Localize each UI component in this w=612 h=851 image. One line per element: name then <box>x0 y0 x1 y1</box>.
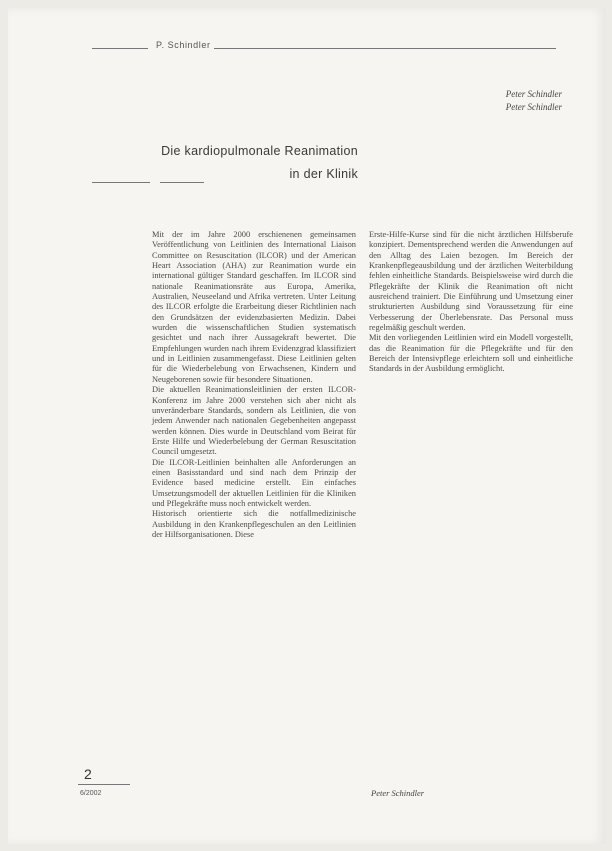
header-rule-right <box>214 48 556 49</box>
author-name: Peter Schindler <box>505 89 562 99</box>
title-line-2: in der Klinik <box>289 167 358 181</box>
page-number: 2 <box>84 766 92 782</box>
paragraph: Erste-Hilfe-Kurse sind für die nicht ärztlichen Hilfsberufe konzipiert. Dementsprechend werden die Anwendungen auf den Alltag des Laien bezogen. Im Bereich der Krankenpflegeausbildung und der ärztlichen Weiterbildung fehlen einheitliche Standards. Beispielsweise wird durch die Pflegekräfte der Klinik die Reanimation oft nicht ausreichend trainiert. Die Einführung und Umsetzung einer strukturierten Ausbildung sind Voraussetzung für eine Verbesserung der Überlebensrate. Das Personal muss regelmäßig geschult werden. <box>369 230 573 333</box>
text-column-right <box>369 230 573 375</box>
article-title <box>90 140 358 186</box>
paragraph: Die ILCOR-Leitlinien beinhalten alle Anforderungen an einen Basisstandard und sind nach dem Prinzip der Evidence based medicine erstellt. Ein einfaches Umsetzungsmodell der aktuellen Leitlinien für die Kliniken und Pflegekräfte muss noch entwickelt werden. <box>152 457 356 508</box>
paragraph: Mit den vorliegenden Leitlinien wird ein Modell vorgestellt, das die Reanimation für die Pflegekräfte und für den Bereich der Intensivpflege erleichtern soll und einheitliche Standards in der Ausbildung ermöglicht. <box>369 333 573 374</box>
title-line-1: Die kardiopulmonale Reanimation <box>161 144 358 158</box>
footer-author: Peter Schindler <box>371 788 425 798</box>
author-name: Peter Schindler <box>505 102 562 112</box>
issue-number: 6/2002 <box>80 790 102 797</box>
running-header: P. Schindler <box>156 40 211 50</box>
text-column-left <box>152 230 356 540</box>
header-rule-left <box>92 48 148 49</box>
paragraph: Die aktuellen Reanimationsleitlinien der ersten ILCOR-Konferenz im Jahre 2000 verstehen sich aber nicht als unveränderbare Standards, sondern als Leitlinien, die von jedem Anwender nach nationalen Gegebenheiten angepasst werden können. Dies wurde in Deutschland vom Beirat für Erste Hilfe und Wiederbelebung der German Resuscitation Council umgesetzt. <box>152 385 356 457</box>
paragraph: Mit der im Jahre 2000 erschienenen gemeinsamen Veröffentlichung von Leitlinien des International Liaison Committee on Resuscitation (ILCOR) und der American Heart Association (AHA) zur Reanimation wurde ein international gültiger Standard geschaffen. Im ILCOR sind nationale Reanimationsräte aus Europa, Amerika, Australien, Neuseeland und Afrika vertreten. Unter Leitung des ILCOR erfolgte die Erarbeitung dieser Richtlinien nach den Grundsätzen der evidenzbasierten Medizin. Dabei wurden die wissenschaftlichen Studien systematisch gesichtet und nach ihrer Aussagekraft bewertet. Die Empfehlungen wurden nach ihrem Evidenzgrad klassifiziert und in Leitlinien zusammengefasst. Diese Leitlinien gelten für die Wiederbelebung von Erwachsenen, Kindern und Neugeborenen sowie für besondere Situationen. <box>152 230 356 384</box>
paragraph: Historisch orientierte sich die notfallmedizinische Ausbildung in den Krankenpflegeschulen an den Leitlinien der Hilfsorganisationen. Diese <box>152 509 356 539</box>
footer-rule <box>78 784 130 785</box>
title-rule-left <box>92 182 150 183</box>
title-rule-right <box>160 182 204 183</box>
author-block <box>506 88 562 114</box>
